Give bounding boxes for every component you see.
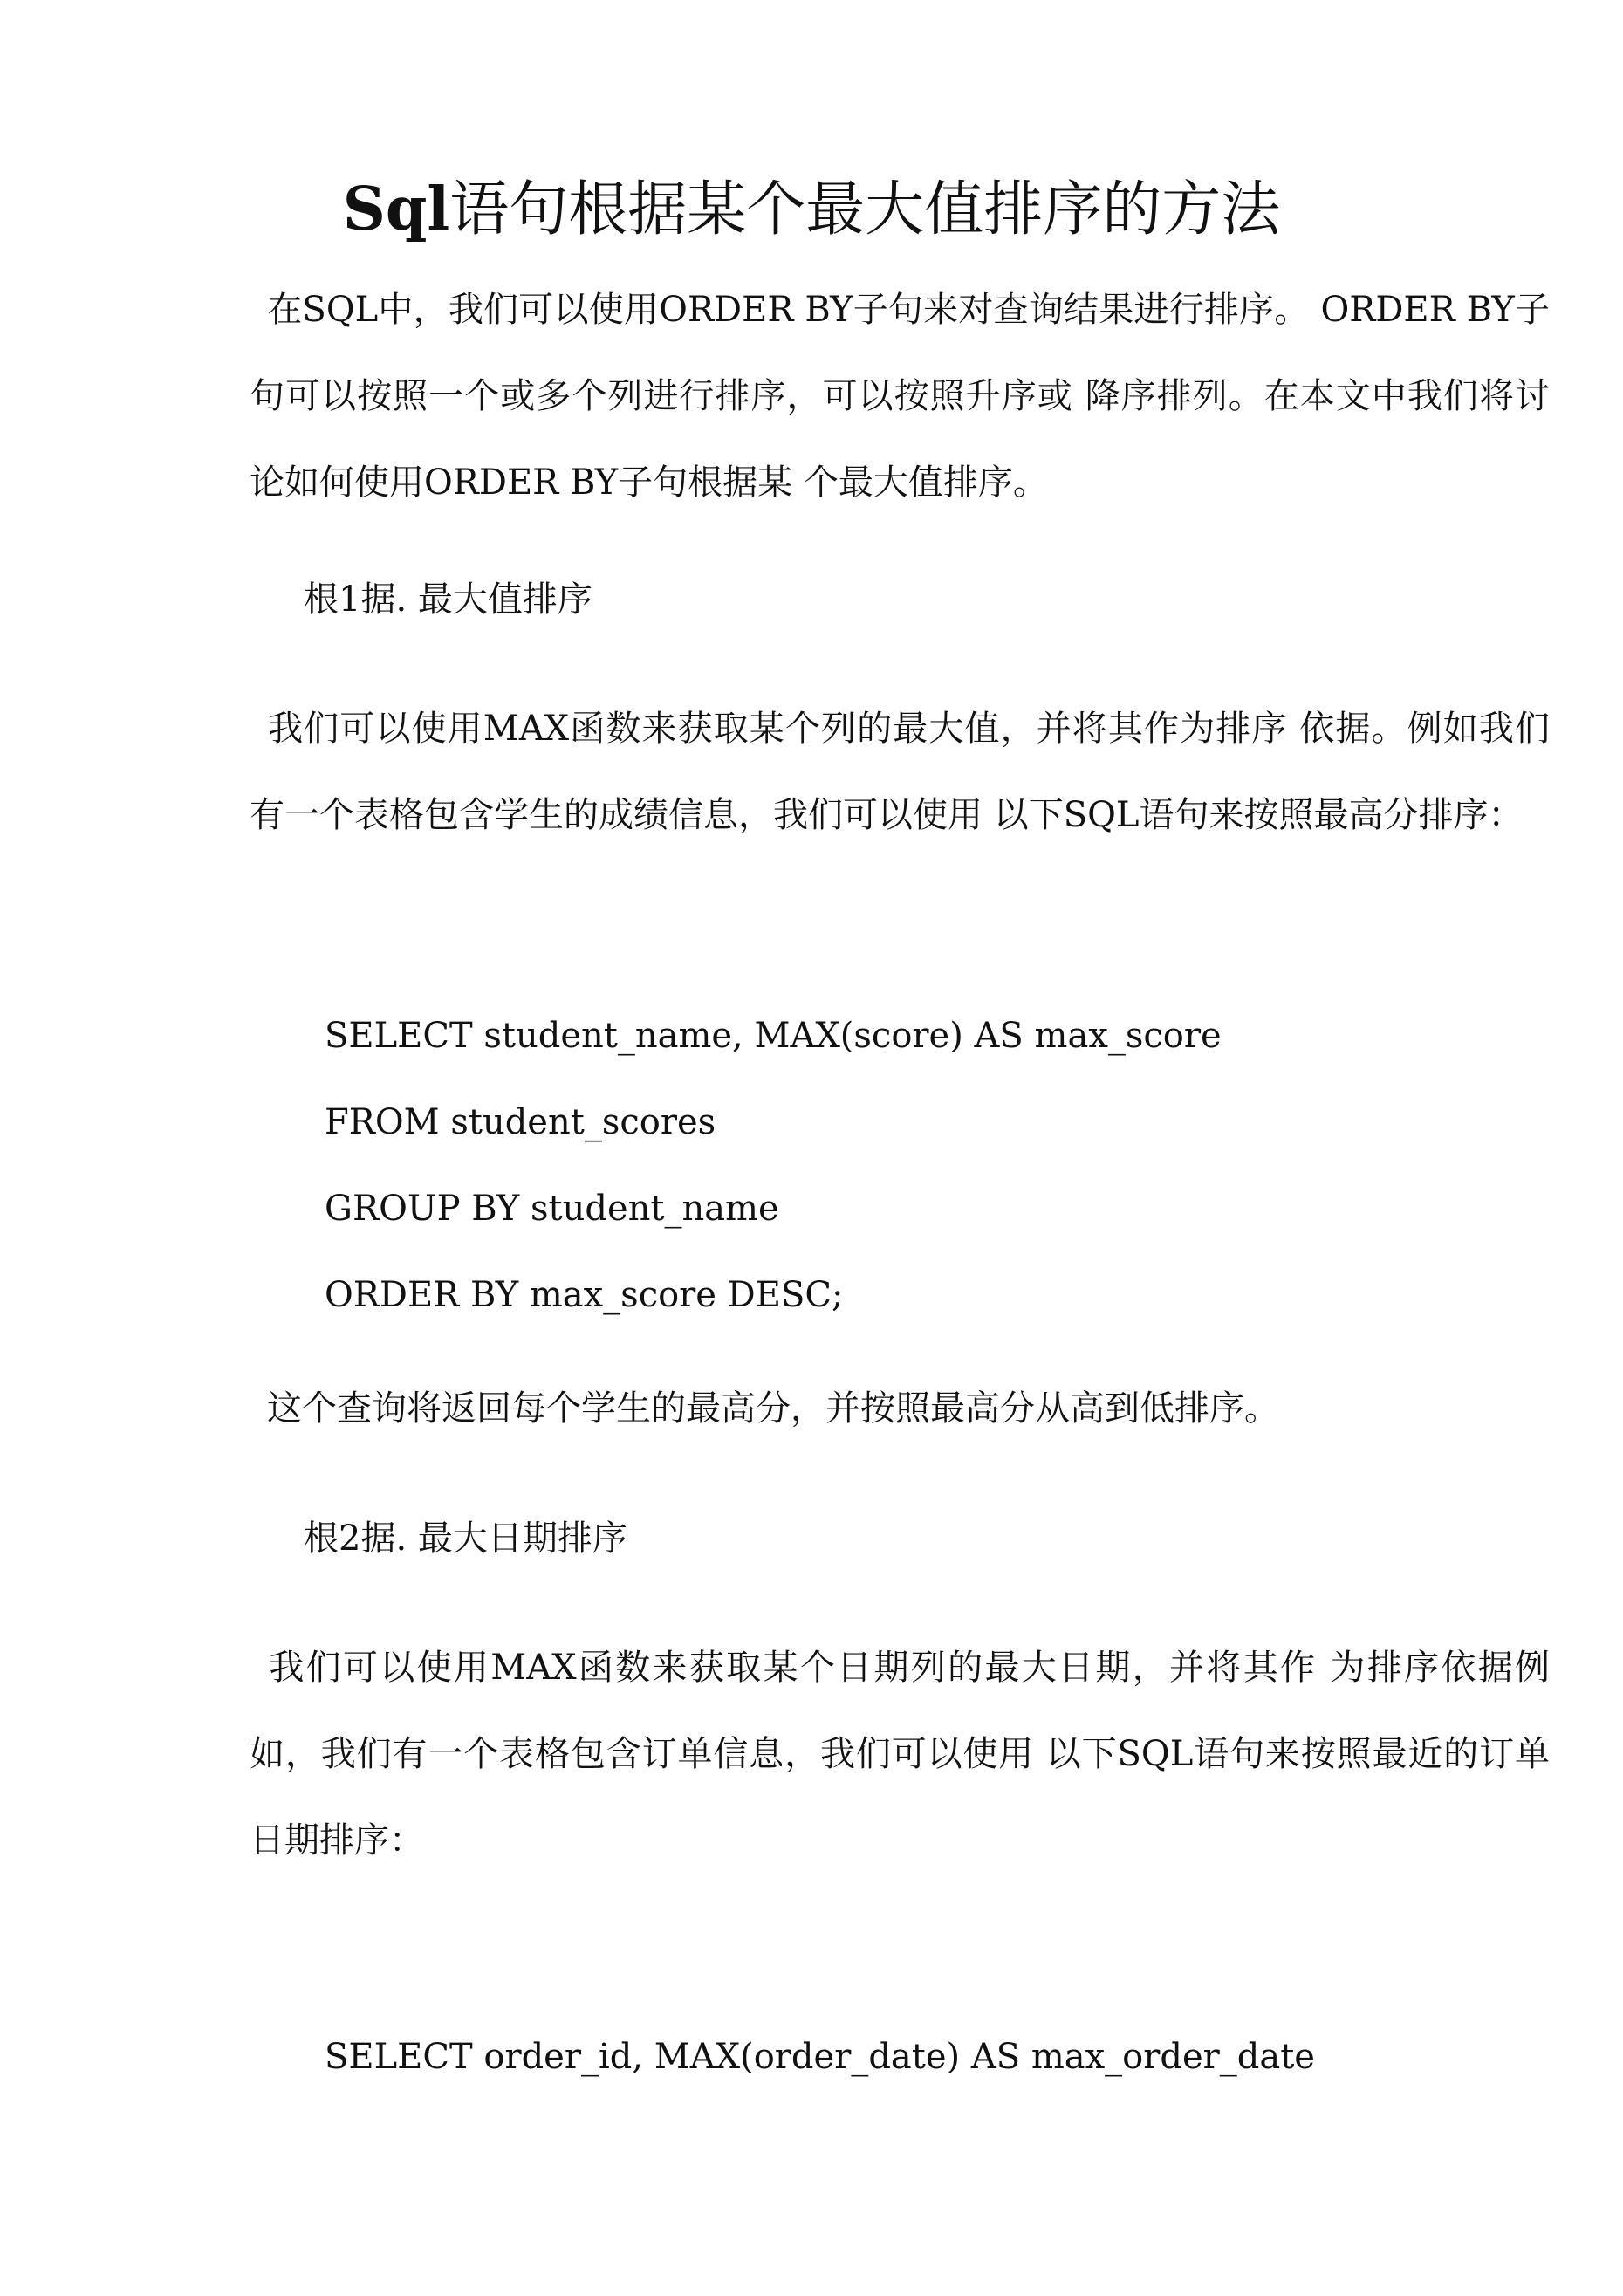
section-2-heading: 根2据. 最大日期排序 [304,1518,627,1559]
result-note-text: 这个查询将返回每个学生的最高分，并按照最高分从高到低排序。 [267,1388,1279,1429]
section-2-code-block [325,2014,1315,2101]
section-1-code-block [325,993,1222,1339]
code-line: GROUP BY student_name [325,1189,779,1229]
title-latin: Sql [342,175,450,244]
section-2-paragraph [250,1625,1550,1884]
intro-text: 在SQL中，我们可以使用ORDER BY子句来对查询结果进行排序。 ORDER BY子句可以按照一个或多个列进行排序，可以按照升序或 降序排列。在本文中我们将讨论如何使用ORDER BY子句根据某 个最大值排序。 [250,290,1550,503]
section-2-text: 我们可以使用MAX函数来获取某个日期列的最大日期，并将其作 为排序依据例如，我们有一个表格包含订单信息，我们可以使用 以下SQL语句来按照最近的订单日期排序： [250,1648,1550,1861]
title-chinese: 语句根据某个最大值排序的方法 [449,175,1281,244]
section-1-paragraph [250,686,1550,859]
section-1-heading: 根1据. 最大值排序 [304,579,592,620]
section-1-text: 我们可以使用MAX函数来获取某个列的最大值，并将其作为排序 依据。例如我们有一个表格包含学生的成绩信息，我们可以使用 以下SQL语句来按照最高分排序： [250,709,1550,835]
code-line: SELECT student_name, MAX(score) AS max_score [325,1016,1222,1056]
intro-paragraph [250,267,1550,526]
code-line: SELECT order_id, MAX(order_date) AS max_order_date [325,2037,1315,2077]
section-1-result-note [250,1366,1550,1452]
page-title [0,170,1623,250]
code-line: ORDER BY max_score DESC; [325,1275,844,1315]
code-line: FROM student_scores [325,1102,716,1142]
